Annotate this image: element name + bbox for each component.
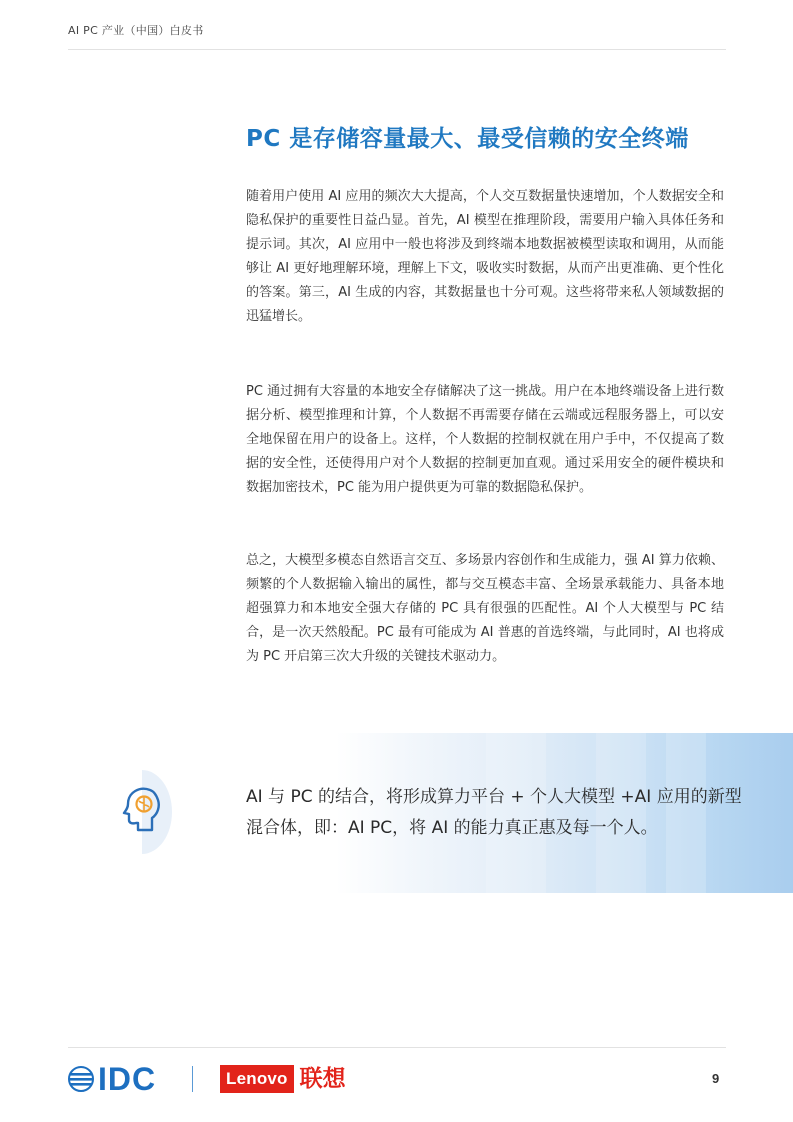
paragraph-1: 随着用户使用 AI 应用的频次大大提高，个人交互数据量快速增加，个人数据安全和隐私保护的重要性日益凸显。首先，AI 模型在推理阶段，需要用户输入具体任务和提示词。其次，AI 应用中一般也将涉及到终端本地数据被模型读取和调用，从而能够让 AI 更好地理解环境，理解上下文，吸收实时数据，从而产出更准确、更个性化的答案。第三，AI 生成的内容，其数据量也十分可观。这些将带来私人领域数据的迅猛增长。	[246, 189, 724, 324]
head-brain-icon	[112, 770, 172, 854]
idc-logo-mark-icon	[68, 1066, 94, 1092]
footer-divider	[68, 1047, 726, 1048]
logo-divider	[192, 1066, 193, 1092]
idc-logo-text: IDC	[98, 1061, 157, 1097]
lenovo-logo-cn: 联想	[299, 1066, 346, 1092]
page-number: 9	[712, 1071, 720, 1086]
callout-text: AI 与 PC 的结合，将形成算力平台 + 个人大模型 +AI 应用的新型混合体，即：AI PC，将 AI 的能力真正惠及每一个人。	[246, 787, 742, 838]
lenovo-logo	[220, 1064, 346, 1094]
paragraph-2: PC 通过拥有大容量的本地安全存储解决了这一挑战。用户在本地终端设备上进行数据分析、模型推理和计算，个人数据不再需要存储在云端或远程服务器上，可以安全地保留在用户的设备上。这样，个人数据的控制权就在用户手中，不仅提高了数据的安全性，还使得用户对个人数据的控制更加直观。通过采用安全的硬件模块和数据加密技术，PC 能为用户提供更为可靠的数据隐私保护。	[246, 384, 724, 495]
header-title: AI PC 产业（中国）白皮书	[68, 24, 204, 37]
section-title: PC 是存储容量最大、最受信赖的安全终端	[246, 126, 689, 152]
idc-logo	[68, 1062, 156, 1096]
page-header	[68, 20, 726, 50]
lenovo-logo-text: Lenovo	[220, 1065, 294, 1093]
paragraph-3: 总之，大模型多模态自然语言交互、多场景内容创作和生成能力，强 AI 算力依赖、频繁的个人数据输入输出的属性，都与交互模态丰富、全场景承载能力、具备本地超强算力和本地安全强大存储的 PC 具有很强的匹配性。AI 个人大模型与 PC 结合，是一次天然般配。PC 最有可能成为 AI 普惠的首选终端，与此同时，AI 也将成为 PC 开启第三次大升级的关键技术驱动力。	[246, 553, 724, 664]
